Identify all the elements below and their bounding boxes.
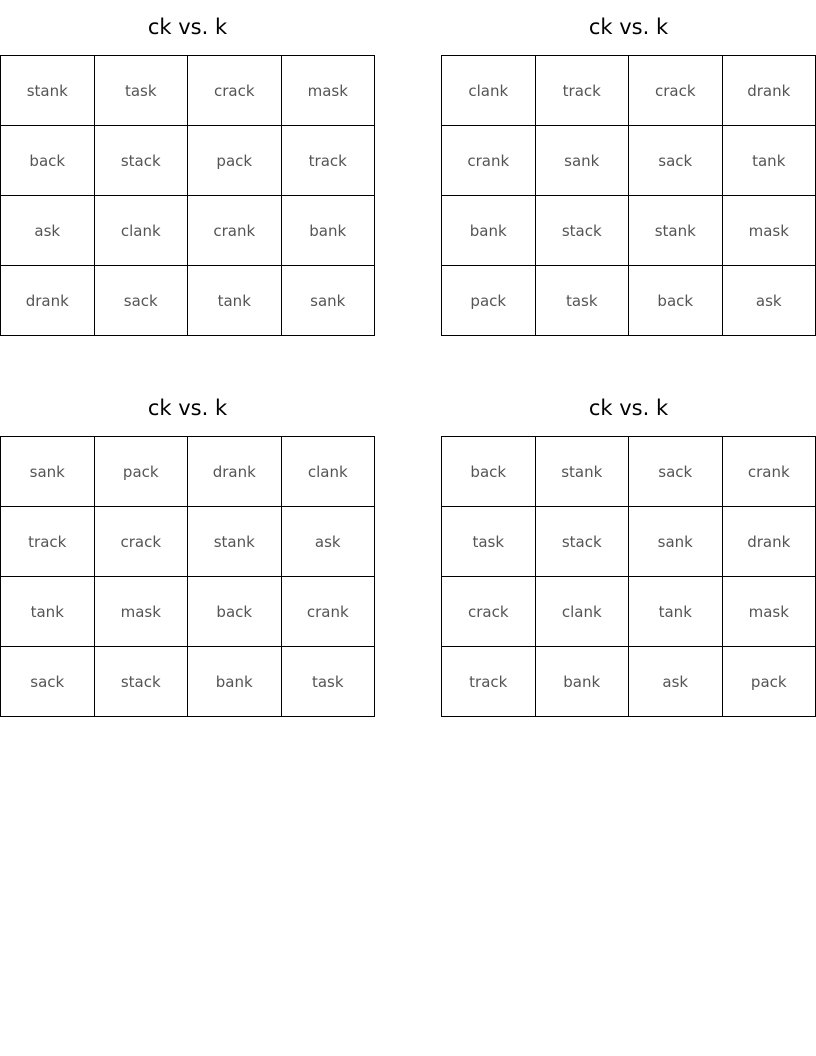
- grid-cell: drank: [723, 56, 816, 126]
- grid-cell: track: [1, 507, 95, 577]
- grid-cell: pack: [723, 647, 816, 717]
- grid-cell: task: [95, 56, 189, 126]
- grid-cell: back: [629, 266, 723, 336]
- word-grid: [0, 55, 375, 336]
- grid-cell: clank: [536, 577, 630, 647]
- grid-cell: drank: [188, 437, 282, 507]
- grid-cell: task: [442, 507, 536, 577]
- grid-cell: crack: [629, 56, 723, 126]
- grid-cell: back: [442, 437, 536, 507]
- card-title: ck vs. k: [147, 15, 228, 39]
- grid-cell: crank: [723, 437, 816, 507]
- grid-cell: ask: [1, 196, 95, 266]
- grid-cell: stank: [1, 56, 95, 126]
- bingo-card-3: [0, 381, 375, 717]
- grid-cell: track: [282, 126, 376, 196]
- bingo-card-4: [441, 381, 816, 717]
- grid-cell: ask: [282, 507, 376, 577]
- grid-cell: stank: [188, 507, 282, 577]
- grid-cell: sank: [1, 437, 95, 507]
- grid-cell: tank: [723, 126, 816, 196]
- grid-cell: tank: [1, 577, 95, 647]
- grid-cell: sank: [629, 507, 723, 577]
- grid-cell: crank: [282, 577, 376, 647]
- grid-cell: bank: [536, 647, 630, 717]
- bingo-card-1: [0, 0, 375, 336]
- bingo-card-2: [441, 0, 816, 336]
- card-title: ck vs. k: [588, 15, 669, 39]
- grid-cell: mask: [282, 56, 376, 126]
- grid-cell: stack: [536, 507, 630, 577]
- grid-cell: pack: [95, 437, 189, 507]
- grid-cell: track: [442, 647, 536, 717]
- grid-cell: crack: [95, 507, 189, 577]
- grid-cell: ask: [723, 266, 816, 336]
- grid-cell: drank: [1, 266, 95, 336]
- grid-cell: sack: [95, 266, 189, 336]
- grid-cell: crank: [442, 126, 536, 196]
- grid-cell: bank: [188, 647, 282, 717]
- grid-cell: stack: [536, 196, 630, 266]
- grid-cell: sank: [282, 266, 376, 336]
- grid-cell: tank: [629, 577, 723, 647]
- grid-cell: task: [282, 647, 376, 717]
- grid-cell: sack: [629, 126, 723, 196]
- word-grid: [441, 436, 816, 717]
- grid-cell: stank: [629, 196, 723, 266]
- grid-cell: sack: [1, 647, 95, 717]
- card-title: ck vs. k: [588, 396, 669, 420]
- grid-cell: mask: [723, 196, 816, 266]
- grid-cell: ask: [629, 647, 723, 717]
- grid-cell: clank: [282, 437, 376, 507]
- grid-cell: clank: [95, 196, 189, 266]
- grid-cell: pack: [442, 266, 536, 336]
- grid-cell: crank: [188, 196, 282, 266]
- grid-cell: clank: [442, 56, 536, 126]
- grid-cell: back: [188, 577, 282, 647]
- grid-cell: back: [1, 126, 95, 196]
- grid-cell: stack: [95, 647, 189, 717]
- grid-cell: task: [536, 266, 630, 336]
- word-grid: [441, 55, 816, 336]
- grid-cell: track: [536, 56, 630, 126]
- grid-cell: stack: [95, 126, 189, 196]
- grid-cell: crack: [188, 56, 282, 126]
- grid-cell: stank: [536, 437, 630, 507]
- grid-cell: mask: [723, 577, 816, 647]
- word-grid: [0, 436, 375, 717]
- grid-cell: mask: [95, 577, 189, 647]
- grid-cell: tank: [188, 266, 282, 336]
- grid-cell: sack: [629, 437, 723, 507]
- grid-cell: drank: [723, 507, 816, 577]
- card-title: ck vs. k: [147, 396, 228, 420]
- grid-cell: bank: [442, 196, 536, 266]
- grid-cell: bank: [282, 196, 376, 266]
- grid-cell: pack: [188, 126, 282, 196]
- grid-cell: crack: [442, 577, 536, 647]
- grid-cell: sank: [536, 126, 630, 196]
